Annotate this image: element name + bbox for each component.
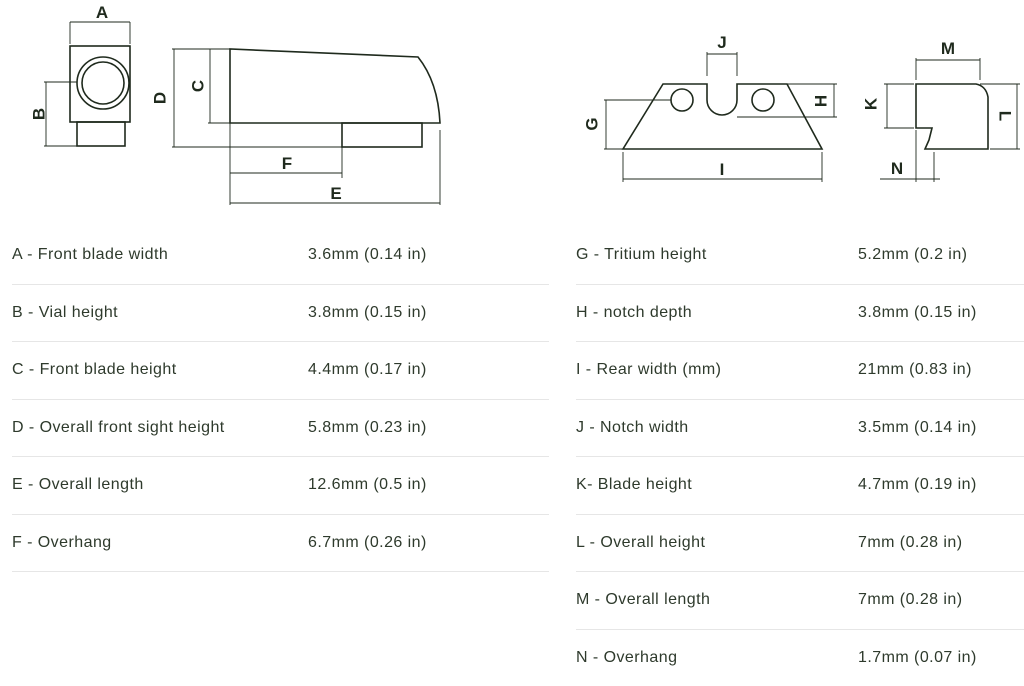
- label-e: E: [330, 184, 341, 203]
- label-b: B: [30, 108, 49, 120]
- left-tritium-dot: [671, 89, 693, 111]
- spec-value: 3.6mm (0.14 in): [308, 246, 427, 264]
- spec-value: 3.8mm (0.15 in): [858, 304, 977, 322]
- tritium-vial-outer: [77, 57, 129, 109]
- sight-dimension-diagram: [0, 0, 1024, 215]
- rear-blade-outline: [623, 84, 822, 149]
- rear-sight-spec-table: [576, 227, 1024, 686]
- label-l: L: [996, 111, 1015, 121]
- spec-row: [576, 227, 1024, 285]
- label-d: D: [151, 92, 170, 104]
- rear-blade-side-outline: [916, 84, 988, 149]
- spec-value: 6.7mm (0.26 in): [308, 534, 427, 552]
- spec-row: [576, 457, 1024, 515]
- spec-value: 4.4mm (0.17 in): [308, 361, 427, 379]
- spec-row: [12, 342, 549, 400]
- front-blade-side-outline: [230, 49, 440, 123]
- spec-row: [576, 572, 1024, 630]
- spec-row: [12, 457, 549, 515]
- spec-label: C - Front blade height: [12, 361, 177, 379]
- right-tritium-dot: [752, 89, 774, 111]
- label-h: H: [812, 95, 831, 107]
- front-sight-side-view: [172, 49, 440, 205]
- spec-value: 3.8mm (0.15 in): [308, 304, 427, 322]
- label-j: J: [717, 33, 726, 52]
- spec-row: [576, 285, 1024, 343]
- label-i: I: [720, 160, 725, 179]
- spec-label: D - Overall front sight height: [12, 419, 225, 437]
- spec-row: [576, 400, 1024, 458]
- spec-label: H - notch depth: [576, 304, 692, 322]
- label-k: K: [862, 97, 881, 110]
- spec-label: L - Overall height: [576, 534, 705, 552]
- label-m: M: [941, 39, 955, 58]
- spec-value: 12.6mm (0.5 in): [308, 476, 427, 494]
- spec-label: E - Overall length: [12, 476, 144, 494]
- label-g: G: [583, 117, 602, 130]
- spec-row: [12, 515, 549, 573]
- spec-label: J - Notch width: [576, 419, 689, 437]
- spec-label: I - Rear width (mm): [576, 361, 721, 379]
- label-a: A: [96, 3, 108, 22]
- front-sight-spec-table: [12, 227, 549, 572]
- label-n: N: [891, 159, 903, 178]
- label-c: C: [189, 80, 208, 92]
- spec-row: [576, 342, 1024, 400]
- spec-value: 21mm (0.83 in): [858, 361, 972, 379]
- spec-value: 7mm (0.28 in): [858, 534, 963, 552]
- tritium-vial-inner: [82, 62, 124, 104]
- spec-label: K- Blade height: [576, 476, 692, 494]
- spec-value: 3.5mm (0.14 in): [858, 419, 977, 437]
- spec-row: [576, 515, 1024, 573]
- spec-value: 1.7mm (0.07 in): [858, 649, 977, 667]
- spec-value: 7mm (0.28 in): [858, 591, 963, 609]
- spec-value: 4.7mm (0.19 in): [858, 476, 977, 494]
- front-sight-front-view: [44, 22, 130, 146]
- label-f: F: [282, 154, 292, 173]
- spec-label: A - Front blade width: [12, 246, 168, 264]
- spec-row: [12, 227, 549, 285]
- spec-label: M - Overall length: [576, 591, 710, 609]
- spec-value: 5.8mm (0.23 in): [308, 419, 427, 437]
- spec-row: [576, 630, 1024, 686]
- spec-value: 5.2mm (0.2 in): [858, 246, 967, 264]
- spec-label: F - Overhang: [12, 534, 112, 552]
- spec-label: B - Vial height: [12, 304, 118, 322]
- spec-row: [12, 400, 549, 458]
- spec-label: N - Overhang: [576, 649, 677, 667]
- front-dovetail-outline: [342, 123, 422, 147]
- spec-label: G - Tritium height: [576, 246, 707, 264]
- spec-row: [12, 285, 549, 343]
- front-base-outline: [77, 122, 125, 146]
